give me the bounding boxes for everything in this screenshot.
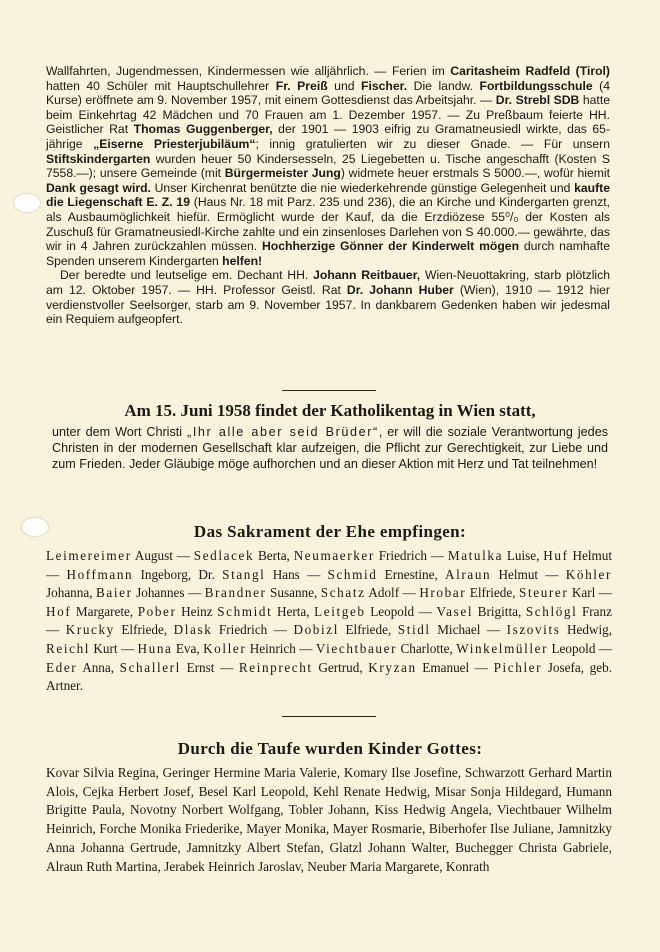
text-run: Margarete,	[71, 603, 138, 619]
bold-run: Johann Reitbauer,	[313, 268, 421, 283]
spaced-run: Brandner	[204, 585, 267, 601]
text-run: Heinrich —	[246, 640, 316, 656]
spaced-run: Krucky	[65, 622, 115, 638]
spaced-run: Pober	[137, 603, 177, 619]
text-run: Der beredte und leutselige em. Dechant HH.	[60, 268, 314, 283]
bold-run: „Eiserne Priesterjubiläum“	[93, 136, 256, 151]
taufe-section	[46, 764, 612, 876]
spaced-run: Schmidt	[217, 603, 273, 619]
spaced-run: Schatz	[320, 585, 366, 601]
text-run: Franz —	[46, 603, 612, 638]
text-run: Helmut —	[491, 566, 566, 582]
text-run: der 1901 — 1903 eifrig zu Gramatneusiedl wirkte, das 65-jährige	[46, 122, 611, 151]
spaced-run: Dobizl	[293, 622, 339, 638]
ehe-section	[46, 547, 612, 696]
spaced-run: Stidl	[397, 622, 431, 638]
text-run: Luise,	[503, 548, 544, 563]
bold-run: helfen!	[222, 253, 263, 268]
taufe-heading: Durch die Taufe wurden Kinder Gottes:	[177, 739, 483, 758]
divider-2	[282, 716, 376, 717]
text-run: Wien-Neuottakring, starb plötzlich am 12. Oktober 1957. — HH. Professor Geistl. Rat	[46, 268, 610, 297]
text-run: ; innig gratulierten wir zu dieser Gnade. — Für unsern	[255, 136, 610, 151]
text-run: Charlotte,	[397, 640, 457, 656]
spaced-run: Hoffmann	[66, 566, 134, 582]
ehe-heading: Das Sakrament der Ehe empfingen:	[193, 522, 467, 541]
bold-run: Dank gesagt wird.	[46, 180, 151, 195]
katholikentag-body	[52, 425, 608, 472]
spaced-run: Schallerl	[119, 659, 181, 675]
paragraph-1	[46, 64, 610, 268]
text-run: Anna,	[77, 659, 120, 675]
text-run: (Wien), 1910 — 1912 hier verdienstvoller Seelsorger, starb am 9. November 1957. In dankbarem Gedenken haben wir jedesmal ein Requiem aufgeopfert.	[46, 282, 610, 327]
spaced-run: „Ihr alle aber seid Brüder“	[187, 425, 379, 439]
spaced-run: Sedlacek	[193, 548, 255, 563]
text-run: Elfriede,	[114, 622, 174, 638]
text-run: Leopold —	[365, 603, 437, 619]
text-run: Susanne,	[266, 585, 321, 601]
spaced-run: Hof	[46, 603, 72, 619]
bold-run: Stiftskindergarten	[46, 151, 151, 166]
spaced-run: Huf	[543, 548, 569, 563]
bold-run: Thomas Guggenberger,	[133, 122, 273, 137]
text-run: (Haus Nr. 18 mit Parz. 235 und 236), die an Kirche und Kindergarten grenzt, als Ausbaumöglichkeit hiefür. Ermöglicht wurde der Kauf, da die Erzdiözese 55⁰/₀ der Kosten als Zuschuß für Gramatneusiedl-Kirche zahlte und ein zinsenloses Darlehen von S 40.000.— gewährte, das wir in 4 Jahren zurückzahlen müssen.	[46, 195, 610, 254]
spaced-run: Köhler	[565, 566, 613, 582]
text-run: durch namhafte Spenden unserem Kindergarten	[46, 239, 610, 268]
text-run: ) widmete heuer erstmals S 5000.—, wofür hiemit	[340, 166, 610, 181]
text-run: Friedrich —	[212, 622, 294, 638]
taufe-list: Kovar Silvia Regina, Geringer Hermine Maria Valerie, Komary Ilse Josefine, Schwarzott Gerhard Martin Alois, Cejka Herbert Josef, Besel Karl Leopold, Kehl Renate Hedwig, Misar Sonja Hildegard, Humann Brigitte Paula, Novotny Norbert Wolfgang, Tobler Johann, Kiss Hedwig Angela, Viechtbauer Wilhelm Heinrich, Forche Monika Friederike, Mayer Monika, Mayer Rosmarie, Biberhofer Ilse Juliane, Jamnitzky Anna Johanna Gertrude, Jamnitzky Albert Stefan, Glatzl Johann Walter, Buchegger Christa Gabriele, Alraun Ruth Martina, Jerabek Heinrich Jaroslav, Neuber Maria Margarete, Konrath	[46, 765, 612, 874]
spaced-run: Leitgeb	[314, 603, 366, 619]
text-run: Gertrud,	[312, 659, 369, 675]
section-top	[46, 64, 610, 327]
text-run: Heinz	[176, 603, 218, 619]
ehe-list	[46, 547, 612, 696]
text-run: Leopold —	[548, 640, 612, 656]
bold-run: Fischer.	[361, 78, 408, 93]
spaced-run: Vasel	[436, 603, 474, 619]
text-run: unter dem Wort Christi	[52, 425, 188, 439]
spaced-run: Stangl	[222, 566, 266, 582]
text-run: Herta,	[272, 603, 315, 619]
spaced-run: Baier	[96, 585, 133, 601]
spaced-run: Hrobar	[419, 585, 467, 601]
text-run: Berta,	[254, 548, 294, 563]
katholikentag-heading: Am 15. Juni 1958 findet der Katholikentag in Wien statt,	[124, 401, 536, 420]
bold-run: Hochherzige Gönner der Kinderwelt mögen	[261, 239, 520, 254]
spaced-run: Koller	[203, 640, 247, 656]
spaced-run: Pichler	[493, 659, 543, 675]
text-run: hatten 40 Schüler mit Hauptschullehrer	[46, 78, 276, 93]
text-run: Ernestine,	[377, 566, 446, 582]
text-run: Friedrich —	[374, 548, 448, 563]
text-run: Helmut —	[46, 548, 612, 582]
bold-run: Caritasheim Radfeld (Tirol)	[450, 64, 610, 78]
punch-hole-top	[14, 194, 40, 212]
spaced-run: Matulka	[447, 548, 504, 563]
text-run: Eva,	[172, 640, 204, 656]
text-run: Johanna,	[46, 585, 97, 601]
text-run: , er will die soziale Verantwortung jedes Christen in der modernen Gesellschaft klar aufzeigen, die Pflicht zur Gerechtigkeit, zur Liebe und zum Frieden. Jeder Gläubige möge aufhorchen und an dieser Aktion mit Herz und Tat teilnehmen!	[52, 425, 608, 471]
spaced-run: Viechtbauer	[315, 640, 398, 656]
text-run: Hedwig,	[560, 622, 612, 638]
katholikentag-section	[52, 425, 608, 472]
spaced-run: Dlask	[173, 622, 213, 638]
text-run: und	[327, 78, 362, 93]
text-run: Karl —	[568, 585, 612, 601]
text-run: wurden heuer 50 Kindersesseln, 25 Liegebetten u. Tische angeschafft (Kosten S 7558.—); unsere Gemeinde (mit	[46, 151, 610, 181]
text-run: Kurt —	[90, 640, 138, 656]
bold-run: Fr. Preiß	[275, 78, 328, 93]
text-run: Elfriede,	[466, 585, 520, 601]
bold-run: Fortbildungsschule	[479, 78, 593, 93]
text-run: Brigitta,	[473, 603, 526, 619]
bold-run: Bürgermeister Jung	[224, 166, 341, 181]
spaced-run: Steurer	[519, 585, 569, 601]
text-run: Ingeborg, Dr.	[133, 566, 223, 582]
text-run: Josefa, geb. Artner.	[46, 659, 613, 694]
text-run: August —	[131, 548, 194, 563]
spaced-run: Neumaerker	[293, 548, 375, 563]
spaced-run: Huna	[137, 640, 173, 656]
text-run: Wallfahrten, Jugendmessen, Kindermessen wie alljährlich. — Ferien im	[46, 64, 451, 78]
divider-1	[282, 390, 376, 391]
text-run: Unser Kirchenrat benützte die nie wiederkehrende günstige Gelegenheit und	[150, 180, 575, 195]
text-run: Die landw.	[407, 78, 480, 93]
bold-run: Dr. Johann Huber	[346, 282, 454, 297]
text-run: Ernst —	[180, 659, 239, 675]
spaced-run: Kryzan	[368, 659, 417, 675]
spaced-run: Reinprecht	[238, 659, 313, 675]
spaced-run: Leimereimer	[46, 548, 132, 563]
text-run: Emanuel —	[416, 659, 494, 675]
text-run: Elfriede,	[338, 622, 398, 638]
bold-run: kaufte die Liegenschaft E. Z. 19	[46, 180, 610, 210]
spaced-run: Reichl	[46, 640, 91, 656]
spaced-run: Iszovits	[506, 622, 561, 638]
text-run: Adolf —	[365, 585, 420, 601]
text-run: Michael —	[430, 622, 507, 638]
spaced-run: Alraun	[445, 566, 492, 582]
text-run: Hans —	[265, 566, 328, 582]
spaced-run: Schlögl	[525, 603, 578, 619]
text-run: hatte beim Einkehrtag 42 Mädchen und 70 Frauen am 1. Dezember 1957. — Zu Preßbaum feierte HH. Geistlicher Rat	[46, 93, 610, 137]
paragraph-2	[46, 268, 610, 326]
bold-run: Dr. Strebl SDB	[495, 93, 580, 108]
spaced-run: Winkelmüller	[456, 640, 549, 656]
spaced-run: Eder	[46, 659, 78, 675]
text-run: Johannes —	[132, 585, 205, 601]
text-run: (4 Kurse) eröffnete am 9. November 1957, mit einem Gottesdienst das Arbeitsjahr. —	[46, 78, 610, 108]
spaced-run: Schmid	[327, 566, 378, 582]
